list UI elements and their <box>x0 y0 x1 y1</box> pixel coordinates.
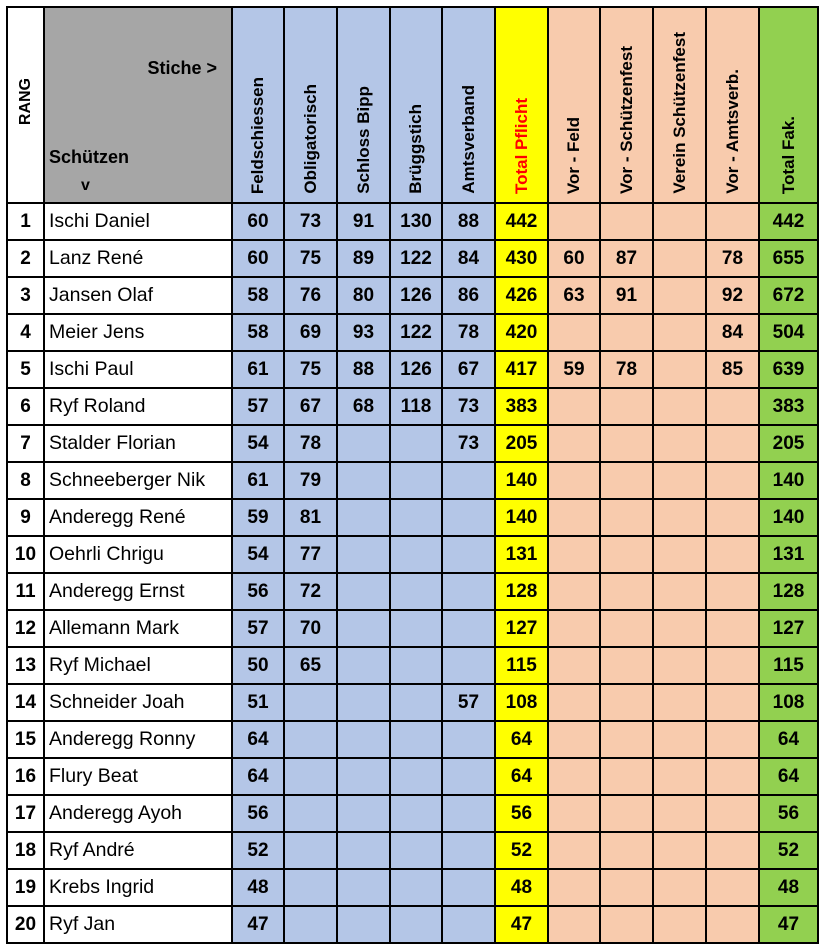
verein-schuetzenfest-cell <box>653 425 706 462</box>
vor-feld-cell <box>548 721 600 758</box>
rank-cell: 20 <box>7 906 44 943</box>
obligatorisch-cell: 75 <box>284 351 337 388</box>
vor-feld-cell <box>548 499 600 536</box>
rank-cell: 1 <box>7 203 44 240</box>
ranking-table <box>6 6 819 944</box>
amtsverband-cell <box>442 499 495 536</box>
vor-feld-cell <box>548 610 600 647</box>
verein-schuetzenfest-cell <box>653 906 706 943</box>
table-row <box>7 277 818 314</box>
amtsverband-cell <box>442 462 495 499</box>
total-pflicht-cell: 52 <box>495 832 548 869</box>
table-row <box>7 684 818 721</box>
vor-feld-cell <box>548 795 600 832</box>
total-fak-cell: 504 <box>759 314 818 351</box>
col-header-schloss-bipp: Schloss Bipp <box>337 7 390 203</box>
down-marker: v <box>81 177 90 194</box>
verein-schuetzenfest-cell <box>653 314 706 351</box>
amtsverband-cell <box>442 906 495 943</box>
total-pflicht-cell: 131 <box>495 536 548 573</box>
total-fak-cell: 655 <box>759 240 818 277</box>
vor-amtsverb-cell <box>706 832 759 869</box>
brueggstich-cell <box>390 573 442 610</box>
rank-cell: 6 <box>7 388 44 425</box>
feldschiessen-cell: 50 <box>232 647 284 684</box>
table-row <box>7 610 818 647</box>
obligatorisch-cell <box>284 906 337 943</box>
brueggstich-cell <box>390 795 442 832</box>
verein-schuetzenfest-cell <box>653 573 706 610</box>
schloss-bipp-cell <box>337 832 390 869</box>
obligatorisch-cell: 81 <box>284 499 337 536</box>
obligatorisch-cell: 75 <box>284 240 337 277</box>
vor-feld-cell <box>548 832 600 869</box>
vor-amtsverb-cell <box>706 536 759 573</box>
schloss-bipp-cell <box>337 647 390 684</box>
shooter-name-cell: Flury Beat <box>44 758 232 795</box>
brueggstich-cell <box>390 610 442 647</box>
table-row <box>7 425 818 462</box>
total-fak-cell: 672 <box>759 277 818 314</box>
feldschiessen-cell: 60 <box>232 240 284 277</box>
shooter-name-cell: Ryf Roland <box>44 388 232 425</box>
amtsverband-cell: 88 <box>442 203 495 240</box>
vor-amtsverb-cell: 78 <box>706 240 759 277</box>
vor-amtsverb-cell: 92 <box>706 277 759 314</box>
total-pflicht-cell: 383 <box>495 388 548 425</box>
rank-cell: 2 <box>7 240 44 277</box>
rank-cell: 5 <box>7 351 44 388</box>
total-pflicht-cell: 417 <box>495 351 548 388</box>
schloss-bipp-cell <box>337 462 390 499</box>
vor-feld-cell <box>548 758 600 795</box>
vor-schuetzenfest-cell: 91 <box>600 277 653 314</box>
shooter-name-cell: Lanz René <box>44 240 232 277</box>
schloss-bipp-cell <box>337 499 390 536</box>
verein-schuetzenfest-cell <box>653 832 706 869</box>
amtsverband-cell <box>442 795 495 832</box>
table-row <box>7 351 818 388</box>
rank-cell: 10 <box>7 536 44 573</box>
obligatorisch-cell: 69 <box>284 314 337 351</box>
brueggstich-cell: 118 <box>390 388 442 425</box>
schloss-bipp-cell <box>337 536 390 573</box>
vor-schuetzenfest-cell <box>600 647 653 684</box>
vor-feld-cell: 59 <box>548 351 600 388</box>
total-pflicht-cell: 47 <box>495 906 548 943</box>
obligatorisch-cell <box>284 721 337 758</box>
total-pflicht-cell: 420 <box>495 314 548 351</box>
col-header-vor-schuetzenfest: Vor - Schützenfest <box>600 7 653 203</box>
total-pflicht-cell: 430 <box>495 240 548 277</box>
total-pflicht-cell: 140 <box>495 462 548 499</box>
vor-schuetzenfest-cell: 78 <box>600 351 653 388</box>
schloss-bipp-cell: 88 <box>337 351 390 388</box>
obligatorisch-cell: 67 <box>284 388 337 425</box>
total-pflicht-cell: 127 <box>495 610 548 647</box>
table-row <box>7 869 818 906</box>
feldschiessen-cell: 64 <box>232 758 284 795</box>
feldschiessen-cell: 58 <box>232 277 284 314</box>
vor-amtsverb-cell: 85 <box>706 351 759 388</box>
schloss-bipp-cell <box>337 721 390 758</box>
verein-schuetzenfest-cell <box>653 277 706 314</box>
col-header-feldschiessen: Feldschiessen <box>232 7 284 203</box>
obligatorisch-cell <box>284 795 337 832</box>
shooter-name-cell: Anderegg René <box>44 499 232 536</box>
vor-feld-cell <box>548 906 600 943</box>
amtsverband-cell: 57 <box>442 684 495 721</box>
verein-schuetzenfest-cell <box>653 351 706 388</box>
verein-schuetzenfest-cell <box>653 203 706 240</box>
vor-schuetzenfest-cell <box>600 425 653 462</box>
vor-amtsverb-cell <box>706 869 759 906</box>
brueggstich-cell <box>390 425 442 462</box>
verein-schuetzenfest-cell <box>653 240 706 277</box>
verein-schuetzenfest-cell <box>653 536 706 573</box>
brueggstich-cell: 122 <box>390 314 442 351</box>
vor-schuetzenfest-cell <box>600 203 653 240</box>
total-pflicht-cell: 115 <box>495 647 548 684</box>
vor-amtsverb-cell <box>706 610 759 647</box>
brueggstich-cell <box>390 536 442 573</box>
shooter-name-cell: Anderegg Ronny <box>44 721 232 758</box>
rank-cell: 16 <box>7 758 44 795</box>
vor-schuetzenfest-cell: 87 <box>600 240 653 277</box>
feldschiessen-cell: 59 <box>232 499 284 536</box>
obligatorisch-cell: 73 <box>284 203 337 240</box>
rank-cell: 18 <box>7 832 44 869</box>
vor-feld-cell <box>548 647 600 684</box>
header-row <box>7 7 818 203</box>
feldschiessen-cell: 64 <box>232 721 284 758</box>
brueggstich-cell: 122 <box>390 240 442 277</box>
amtsverband-cell <box>442 758 495 795</box>
table-row <box>7 647 818 684</box>
obligatorisch-cell: 78 <box>284 425 337 462</box>
feldschiessen-cell: 51 <box>232 684 284 721</box>
col-header-total-fak: Total Fak. <box>759 7 818 203</box>
amtsverband-cell: 84 <box>442 240 495 277</box>
shooter-name-cell: Anderegg Ayoh <box>44 795 232 832</box>
total-fak-cell: 115 <box>759 647 818 684</box>
obligatorisch-cell <box>284 832 337 869</box>
col-header-obligatorisch: Obligatorisch <box>284 7 337 203</box>
verein-schuetzenfest-cell <box>653 462 706 499</box>
verein-schuetzenfest-cell <box>653 869 706 906</box>
total-fak-cell: 64 <box>759 721 818 758</box>
vor-schuetzenfest-cell <box>600 536 653 573</box>
table-row <box>7 832 818 869</box>
vor-schuetzenfest-cell <box>600 499 653 536</box>
obligatorisch-cell <box>284 684 337 721</box>
obligatorisch-cell: 70 <box>284 610 337 647</box>
col-header-total-pflicht: Total Pflicht <box>495 7 548 203</box>
feldschiessen-cell: 54 <box>232 536 284 573</box>
vor-feld-cell <box>548 684 600 721</box>
vor-amtsverb-cell <box>706 758 759 795</box>
feldschiessen-cell: 47 <box>232 906 284 943</box>
vor-amtsverb-cell <box>706 721 759 758</box>
table-row <box>7 758 818 795</box>
obligatorisch-cell: 65 <box>284 647 337 684</box>
obligatorisch-cell <box>284 869 337 906</box>
brueggstich-cell <box>390 758 442 795</box>
total-pflicht-cell: 56 <box>495 795 548 832</box>
obligatorisch-cell: 76 <box>284 277 337 314</box>
rank-cell: 12 <box>7 610 44 647</box>
stiche-label: Stiche > <box>147 58 217 78</box>
rank-cell: 15 <box>7 721 44 758</box>
amtsverband-cell <box>442 610 495 647</box>
feldschiessen-cell: 57 <box>232 610 284 647</box>
verein-schuetzenfest-cell <box>653 388 706 425</box>
shooter-name-cell: Meier Jens <box>44 314 232 351</box>
total-pflicht-cell: 140 <box>495 499 548 536</box>
obligatorisch-cell <box>284 758 337 795</box>
amtsverband-cell <box>442 721 495 758</box>
vor-schuetzenfest-cell <box>600 573 653 610</box>
total-pflicht-cell: 64 <box>495 721 548 758</box>
brueggstich-cell <box>390 499 442 536</box>
feldschiessen-cell: 61 <box>232 462 284 499</box>
rank-cell: 9 <box>7 499 44 536</box>
vor-amtsverb-cell <box>706 425 759 462</box>
rank-cell: 11 <box>7 573 44 610</box>
vor-amtsverb-cell <box>706 203 759 240</box>
table-row <box>7 795 818 832</box>
total-pflicht-cell: 442 <box>495 203 548 240</box>
feldschiessen-cell: 58 <box>232 314 284 351</box>
table-row <box>7 314 818 351</box>
vor-feld-cell <box>548 388 600 425</box>
rank-cell: 13 <box>7 647 44 684</box>
vor-feld-cell <box>548 869 600 906</box>
total-fak-cell: 108 <box>759 684 818 721</box>
shooter-name-cell: Krebs Ingrid <box>44 869 232 906</box>
amtsverband-cell: 73 <box>442 425 495 462</box>
col-header-vor-feld: Vor - Feld <box>548 7 600 203</box>
vor-schuetzenfest-cell <box>600 684 653 721</box>
rank-cell: 7 <box>7 425 44 462</box>
shooter-name-cell: Allemann Mark <box>44 610 232 647</box>
brueggstich-cell <box>390 647 442 684</box>
total-pflicht-cell: 128 <box>495 573 548 610</box>
vor-schuetzenfest-cell <box>600 832 653 869</box>
brueggstich-cell: 126 <box>390 351 442 388</box>
vor-schuetzenfest-cell <box>600 795 653 832</box>
amtsverband-cell: 73 <box>442 388 495 425</box>
feldschiessen-cell: 56 <box>232 795 284 832</box>
shooter-name-cell: Schneider Joah <box>44 684 232 721</box>
amtsverband-cell: 67 <box>442 351 495 388</box>
vor-schuetzenfest-cell <box>600 610 653 647</box>
brueggstich-cell <box>390 721 442 758</box>
vor-amtsverb-cell <box>706 906 759 943</box>
shooter-name-cell: Ischi Daniel <box>44 203 232 240</box>
vor-schuetzenfest-cell <box>600 758 653 795</box>
schuetzen-label: Schützen <box>49 147 130 167</box>
verein-schuetzenfest-cell <box>653 684 706 721</box>
table-row <box>7 462 818 499</box>
vor-amtsverb-cell: 84 <box>706 314 759 351</box>
obligatorisch-cell: 72 <box>284 573 337 610</box>
vor-feld-cell: 63 <box>548 277 600 314</box>
vor-schuetzenfest-cell <box>600 906 653 943</box>
shooter-name-cell: Ischi Paul <box>44 351 232 388</box>
vor-feld-cell <box>548 314 600 351</box>
table-row <box>7 388 818 425</box>
total-fak-cell: 128 <box>759 573 818 610</box>
feldschiessen-cell: 54 <box>232 425 284 462</box>
feldschiessen-cell: 57 <box>232 388 284 425</box>
schloss-bipp-cell <box>337 684 390 721</box>
amtsverband-cell: 86 <box>442 277 495 314</box>
vor-feld-cell <box>548 573 600 610</box>
feldschiessen-cell: 48 <box>232 869 284 906</box>
shooter-name-cell: Ryf Michael <box>44 647 232 684</box>
amtsverband-cell <box>442 573 495 610</box>
total-fak-cell: 52 <box>759 832 818 869</box>
total-pflicht-cell: 64 <box>495 758 548 795</box>
vor-feld-cell <box>548 203 600 240</box>
schloss-bipp-cell <box>337 573 390 610</box>
col-header-verein-schuetzenfest: Verein Schützenfest <box>653 7 706 203</box>
col-header-brueggstich: Brüggstich <box>390 7 442 203</box>
schloss-bipp-cell <box>337 610 390 647</box>
verein-schuetzenfest-cell <box>653 721 706 758</box>
total-fak-cell: 131 <box>759 536 818 573</box>
feldschiessen-cell: 52 <box>232 832 284 869</box>
table-row <box>7 536 818 573</box>
table-row <box>7 240 818 277</box>
schloss-bipp-cell: 80 <box>337 277 390 314</box>
rank-cell: 17 <box>7 795 44 832</box>
rank-cell: 8 <box>7 462 44 499</box>
rank-cell: 4 <box>7 314 44 351</box>
vor-schuetzenfest-cell <box>600 462 653 499</box>
schloss-bipp-cell <box>337 425 390 462</box>
vor-amtsverb-cell <box>706 388 759 425</box>
amtsverband-cell <box>442 869 495 906</box>
shooter-name-cell: Anderegg Ernst <box>44 573 232 610</box>
vor-amtsverb-cell <box>706 795 759 832</box>
total-fak-cell: 47 <box>759 906 818 943</box>
brueggstich-cell <box>390 832 442 869</box>
shooter-name-cell: Jansen Olaf <box>44 277 232 314</box>
table-row <box>7 906 818 943</box>
feldschiessen-cell: 56 <box>232 573 284 610</box>
verein-schuetzenfest-cell <box>653 499 706 536</box>
brueggstich-cell: 130 <box>390 203 442 240</box>
rank-cell: 3 <box>7 277 44 314</box>
table-row <box>7 203 818 240</box>
rank-cell: 19 <box>7 869 44 906</box>
total-fak-cell: 140 <box>759 499 818 536</box>
feldschiessen-cell: 60 <box>232 203 284 240</box>
vor-feld-cell <box>548 536 600 573</box>
brueggstich-cell <box>390 869 442 906</box>
shooter-name-cell: Stalder Florian <box>44 425 232 462</box>
total-pflicht-cell: 48 <box>495 869 548 906</box>
total-pflicht-cell: 205 <box>495 425 548 462</box>
shooter-name-cell: Ryf Jan <box>44 906 232 943</box>
obligatorisch-cell: 79 <box>284 462 337 499</box>
amtsverband-cell <box>442 647 495 684</box>
schloss-bipp-cell: 89 <box>337 240 390 277</box>
vor-amtsverb-cell <box>706 499 759 536</box>
total-pflicht-cell: 108 <box>495 684 548 721</box>
vor-schuetzenfest-cell <box>600 388 653 425</box>
rank-header: RANG <box>7 7 44 203</box>
corner-header <box>44 7 232 203</box>
vor-schuetzenfest-cell <box>600 869 653 906</box>
brueggstich-cell: 126 <box>390 277 442 314</box>
obligatorisch-cell: 77 <box>284 536 337 573</box>
verein-schuetzenfest-cell <box>653 647 706 684</box>
vor-feld-cell <box>548 425 600 462</box>
col-header-vor-amtsverb: Vor - Amtsverb. <box>706 7 759 203</box>
verein-schuetzenfest-cell <box>653 795 706 832</box>
vor-feld-cell: 60 <box>548 240 600 277</box>
verein-schuetzenfest-cell <box>653 610 706 647</box>
feldschiessen-cell: 61 <box>232 351 284 388</box>
total-pflicht-cell: 426 <box>495 277 548 314</box>
vor-amtsverb-cell <box>706 462 759 499</box>
shooter-name-cell: Ryf André <box>44 832 232 869</box>
vor-schuetzenfest-cell <box>600 721 653 758</box>
schloss-bipp-cell: 91 <box>337 203 390 240</box>
vor-schuetzenfest-cell <box>600 314 653 351</box>
schloss-bipp-cell <box>337 795 390 832</box>
total-fak-cell: 639 <box>759 351 818 388</box>
amtsverband-cell: 78 <box>442 314 495 351</box>
total-fak-cell: 48 <box>759 869 818 906</box>
total-fak-cell: 205 <box>759 425 818 462</box>
total-fak-cell: 56 <box>759 795 818 832</box>
total-fak-cell: 383 <box>759 388 818 425</box>
table-row <box>7 499 818 536</box>
schloss-bipp-cell: 93 <box>337 314 390 351</box>
shooter-name-cell: Oehrli Chrigu <box>44 536 232 573</box>
table-row <box>7 573 818 610</box>
vor-amtsverb-cell <box>706 573 759 610</box>
schloss-bipp-cell <box>337 906 390 943</box>
col-header-amtsverband: Amtsverband <box>442 7 495 203</box>
total-fak-cell: 127 <box>759 610 818 647</box>
schloss-bipp-cell: 68 <box>337 388 390 425</box>
amtsverband-cell <box>442 832 495 869</box>
shooter-name-cell: Schneeberger Nik <box>44 462 232 499</box>
vor-feld-cell <box>548 462 600 499</box>
schloss-bipp-cell <box>337 758 390 795</box>
vor-amtsverb-cell <box>706 647 759 684</box>
total-fak-cell: 140 <box>759 462 818 499</box>
brueggstich-cell <box>390 684 442 721</box>
brueggstich-cell <box>390 462 442 499</box>
total-fak-cell: 64 <box>759 758 818 795</box>
verein-schuetzenfest-cell <box>653 758 706 795</box>
schloss-bipp-cell <box>337 869 390 906</box>
vor-amtsverb-cell <box>706 684 759 721</box>
brueggstich-cell <box>390 906 442 943</box>
amtsverband-cell <box>442 536 495 573</box>
total-fak-cell: 442 <box>759 203 818 240</box>
table-row <box>7 721 818 758</box>
rank-cell: 14 <box>7 684 44 721</box>
